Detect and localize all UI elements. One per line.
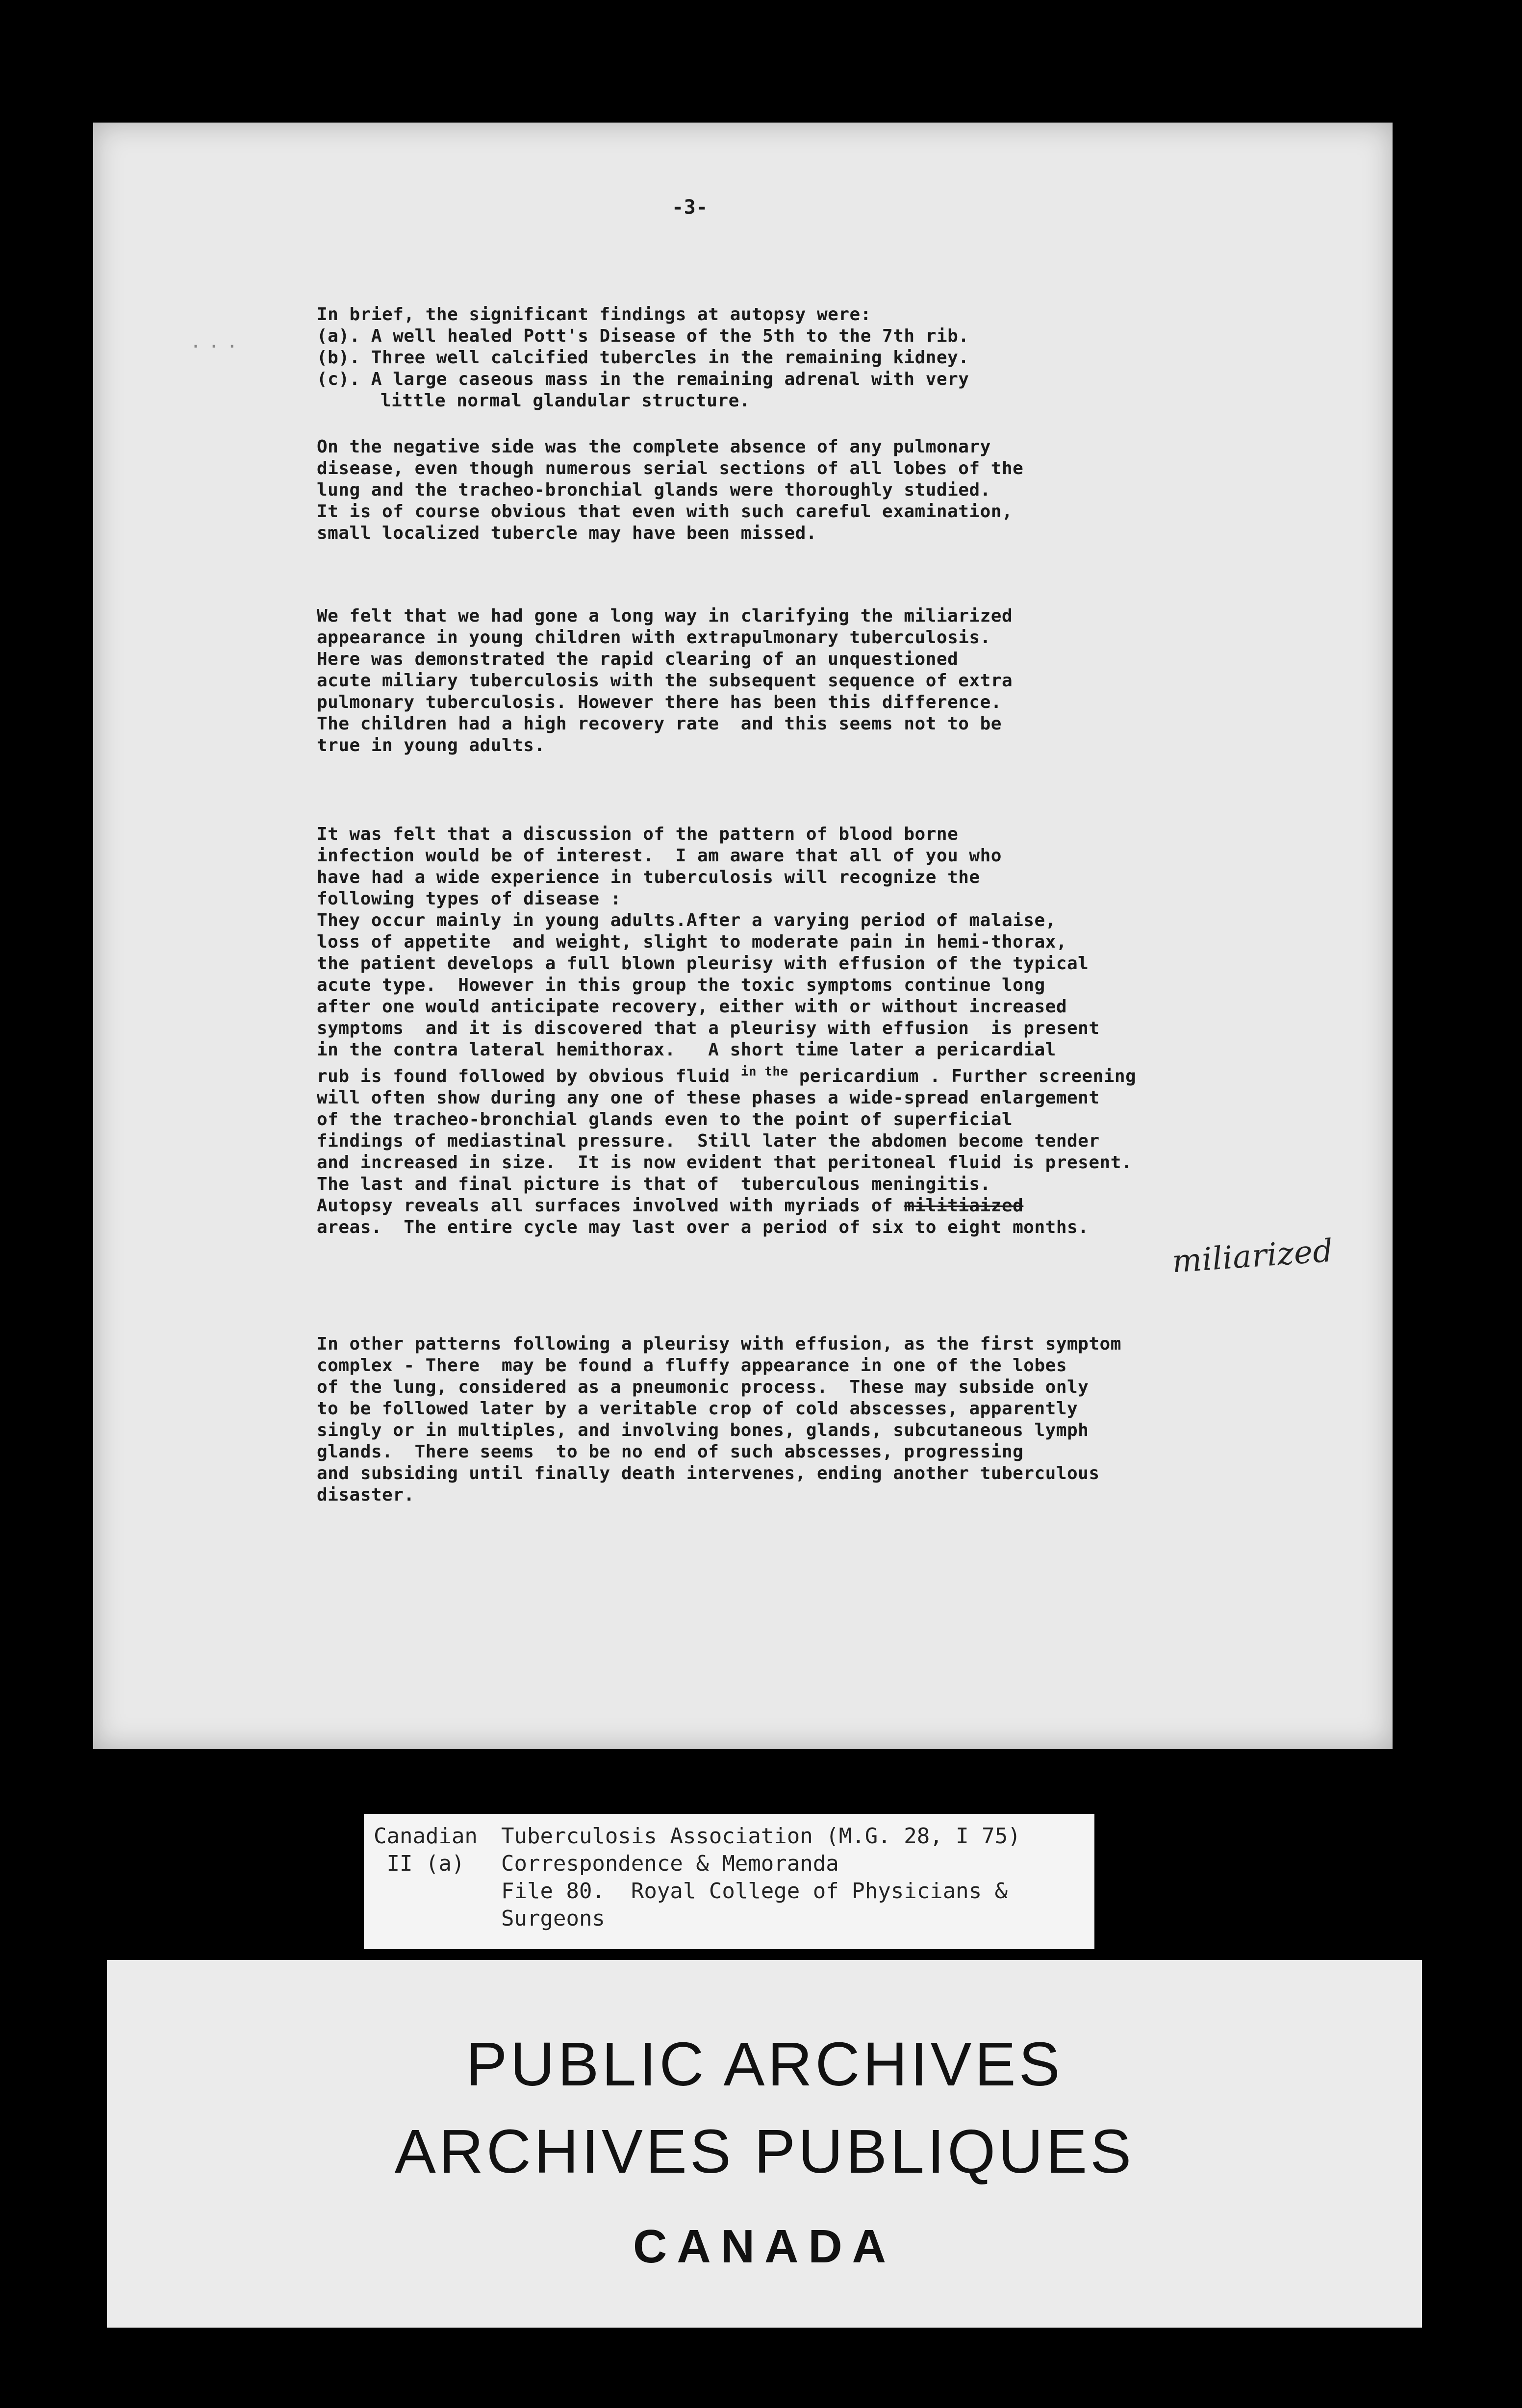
paragraph-negative	[317, 436, 1322, 544]
paragraph-line: following types of disease :	[317, 889, 621, 909]
paragraph-line: pulmonary tuberculosis. However there has been this difference.	[317, 692, 1002, 712]
findings-intro: In brief, the significant findings at autopsy were:	[317, 304, 871, 325]
paragraph-line: complex - There may be found a fluffy appearance in one of the lobes	[317, 1355, 1067, 1376]
paragraph-line: small localized tubercle may have been missed.	[317, 523, 817, 543]
paragraph-line: will often show during any one of these phases a wide-spread enlargement	[317, 1088, 1100, 1108]
paragraph-line: The children had a high recovery rate and this seems not to be	[317, 714, 1002, 734]
struck-word: militiaized	[904, 1196, 1024, 1216]
label-row: Canadian Tuberculosis Association (M.G. 28, I 75)	[374, 1824, 1021, 1849]
label-row: File 80. Royal College of Physicians &	[501, 1879, 1008, 1904]
paragraph-line: disease, even though numerous serial sections of all lobes of the	[317, 458, 1024, 478]
paragraph-line: glands. There seems to be no end of such abscesses, progressing	[317, 1442, 1024, 1462]
paragraph-line: acute miliary tuberculosis with the subsequent sequence of extra	[317, 671, 1013, 691]
paragraph-line: lung and the tracheo-bronchial glands were thoroughly studied.	[317, 480, 991, 500]
page-number: -3-	[672, 196, 708, 219]
finding-item-c-continuation: little normal glandular structure.	[380, 391, 750, 411]
stamp-line-french: ARCHIVES PUBLIQUES	[394, 2117, 1135, 2186]
paragraph-line: The last and final picture is that of tuberculous meningitis.	[317, 1174, 991, 1194]
paragraph-pattern	[317, 824, 1322, 1238]
paragraph-line-autopsy: Autopsy reveals all surfaces involved with myriads of militiaized	[317, 1196, 1024, 1216]
paragraph-line: findings of mediastinal pressure. Still later the abdomen become tender	[317, 1131, 1100, 1151]
paragraph-line: of the tracheo-bronchial glands even to the point of superficial	[317, 1109, 1013, 1129]
finding-item-b: (b). Three well calcified tubercles in the remaining kidney.	[317, 348, 969, 368]
paragraph-felt	[317, 605, 1322, 756]
finding-item-c: (c). A large caseous mass in the remaining adrenal with very	[317, 369, 969, 389]
paragraph-line: infection would be of interest. I am aware that all of you who	[317, 846, 1002, 866]
paragraph-line: symptoms and it is discovered that a pleurisy with effusion is present	[317, 1018, 1100, 1038]
paragraph-line: disaster.	[317, 1485, 415, 1505]
paragraph-line: We felt that we had gone a long way in clarifying the miliarized	[317, 606, 1013, 626]
typed-insertion: in the	[740, 1064, 788, 1079]
paragraph-line-pericardium: rub is found followed by obvious fluid $^{in the}$ pericardium . Further screening	[317, 1064, 1137, 1086]
paragraph-line: to be followed later by a veritable crop of cold abscesses, apparently	[317, 1399, 1078, 1419]
paragraph-line: and increased in size. It is now evident that peritoneal fluid is present.	[317, 1153, 1133, 1173]
paragraph-line: Here was demonstrated the rapid clearing of an unquestioned	[317, 649, 959, 669]
paragraph-line: have had a wide experience in tuberculosis will recognize the	[317, 867, 980, 887]
paragraph-line: In other patterns following a pleurisy with effusion, as the first symptom	[317, 1334, 1121, 1354]
paragraph-other	[317, 1333, 1322, 1506]
stamp-line-country: CANADA	[633, 2220, 896, 2273]
paragraph-line: loss of appetite and weight, slight to moderate pain in hemi-thorax,	[317, 932, 1067, 952]
paragraph-line: They occur mainly in young adults.After a varying period of malaise,	[317, 910, 1056, 930]
findings-section	[317, 304, 1322, 412]
paragraph-line: areas. The entire cycle may last over a period of six to eight months.	[317, 1217, 1089, 1237]
paragraph-line: On the negative side was the complete absence of any pulmonary	[317, 437, 991, 457]
paragraph-line: the patient develops a full blown pleurisy with effusion of the typical	[317, 953, 1089, 974]
handwritten-correction: miliarized	[1170, 1232, 1335, 1280]
paragraph-line: It is of course obvious that even with such careful examination,	[317, 502, 1013, 522]
paragraph-line: of the lung, considered as a pneumonic process. These may subside only	[317, 1377, 1089, 1397]
label-row: Surgeons	[501, 1906, 605, 1931]
paragraph-line: and subsiding until finally death intervenes, ending another tuberculous	[317, 1463, 1100, 1483]
paragraph-line: in the contra lateral hemithorax. A short time later a pericardial	[317, 1040, 1056, 1060]
paragraph-line: true in young adults.	[317, 735, 545, 755]
paragraph-line: singly or in multiples, and involving bones, glands, subcutaneous lymph	[317, 1420, 1089, 1440]
archive-reference-label	[364, 1814, 1094, 1949]
paragraph-line: appearance in young children with extrapulmonary tuberculosis.	[317, 627, 991, 648]
paragraph-line: It was felt that a discussion of the pattern of blood borne	[317, 824, 959, 844]
stamp-line-english: PUBLIC ARCHIVES	[466, 2030, 1063, 2099]
scan-speckles: · · ·	[191, 338, 237, 355]
paragraph-line: acute type. However in this group the toxic symptoms continue long	[317, 975, 1045, 995]
finding-item-a: (a). A well healed Pott's Disease of the 5th to the 7th rib.	[317, 326, 969, 346]
document-page	[93, 123, 1393, 1749]
label-row: II (a) Correspondence & Memoranda	[374, 1851, 839, 1876]
public-archives-stamp	[107, 1960, 1422, 2328]
paragraph-line: after one would anticipate recovery, either with or without increased	[317, 997, 1067, 1017]
